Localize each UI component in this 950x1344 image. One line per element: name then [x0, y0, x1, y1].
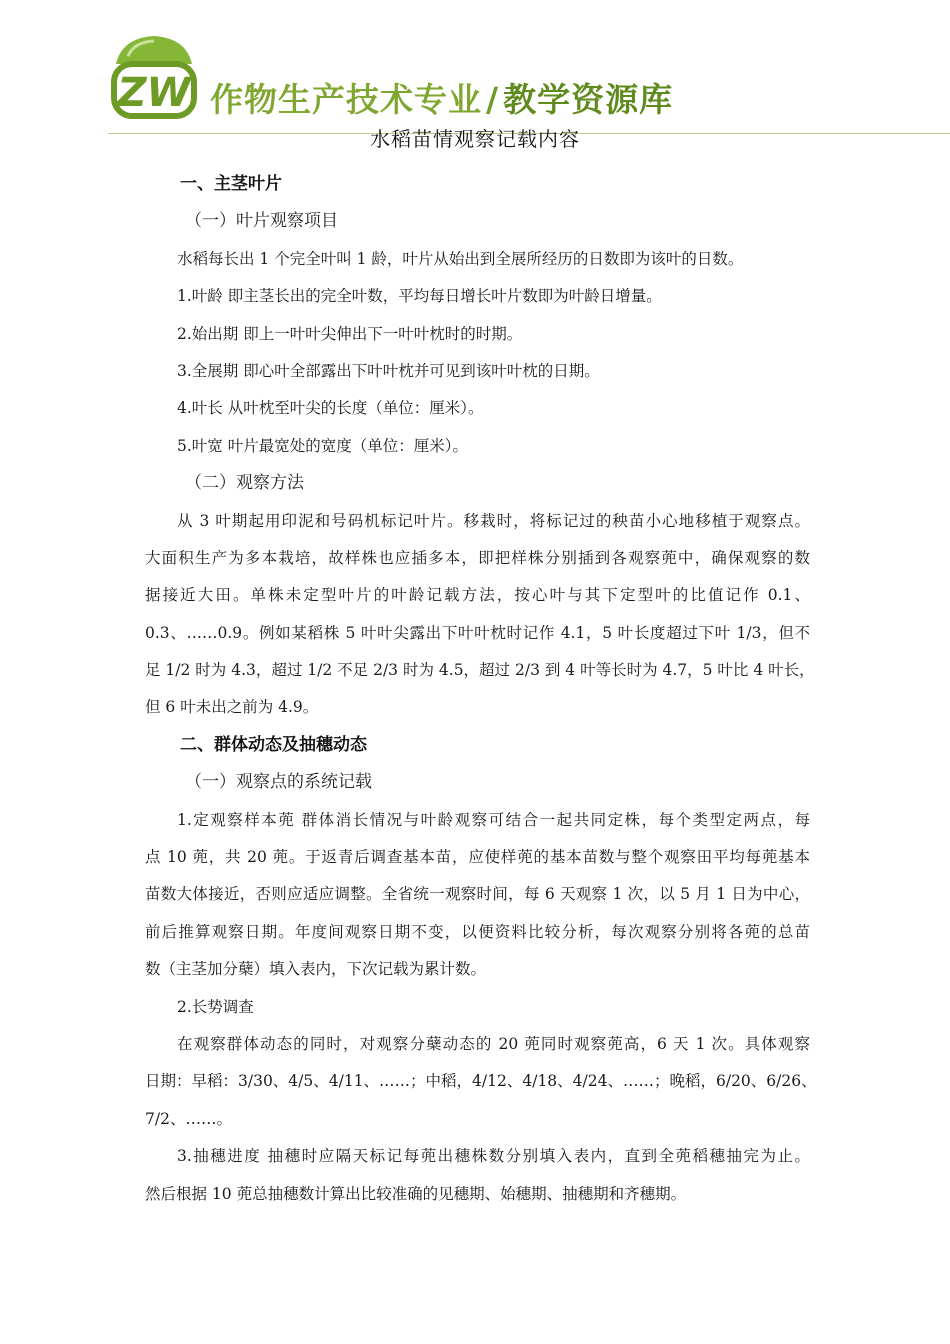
growth-paragraph-line: 在观察群体动态的同时，对观察分蘖动态的 20 蔸同时观察蔸高，6 天 1 次。具体观察	[177, 1034, 810, 1053]
section-1-heading: 一、主茎叶片	[180, 174, 282, 194]
brand-banner	[210, 74, 673, 118]
sample-paragraph-line: 前后推算观察日期。年度间观察日期不变，以便资料比较分析，每次观察分别将各蔸的总苗	[145, 922, 810, 941]
brand-major-name: 作物生产技术专业	[210, 80, 482, 119]
method-paragraph-line: 但 6 叶未出之前为 4.9。	[145, 698, 319, 717]
leaf-item: 1.叶龄 即主茎长出的完全叶数，平均每日增长叶片数即为叶龄日增量。	[177, 287, 662, 306]
method-paragraph-line: 据接近大田。单株未定型叶片的叶龄记载方法，按心叶与其下定型叶的比值记作 0.1、	[145, 586, 810, 605]
brand-library-name: 教学资源库	[503, 80, 674, 119]
sample-paragraph-line: 点 10 蔸，共 20 蔸。于返青后调查基本苗，应使样蔸的基本苗数与整个观察田平均每蔸基本	[145, 848, 810, 867]
sample-paragraph-line: 苗数大体接近，否则应适应调整。全省统一观察时间，每 6 天观察 1 次，以 5 月 1 日为中心，	[145, 885, 810, 904]
method-paragraph-line: 从 3 叶期起用印泥和号码机标记叶片。移栽时，将标记过的秧苗小心地移植于观察点。	[177, 511, 810, 530]
section-1-intro: 水稻每长出 1 个完全叶叫 1 龄，叶片从始出到全展所经历的日数即为该叶的日数。	[177, 249, 744, 268]
section-1-sub-2-heading: （二）观察方法	[185, 473, 304, 494]
heading-progress-line: 3.抽穗进度 抽穗时应隔天标记每蔸出穗株数分别填入表内，直到全蔸稻穗抽完为止。	[177, 1147, 810, 1166]
method-paragraph-line: 0.3、……0.9。例如某稻株 5 叶叶尖露出下叶叶枕时记作 4.1，5 叶长度超过下叶 1/3，但不	[145, 623, 810, 642]
method-paragraph-line: 大面积生产为多本栽培，故样株也应插多本，即把样株分别插到各观察蔸中，确保观察的数	[145, 548, 810, 567]
growth-survey-heading: 2.长势调查	[177, 997, 254, 1016]
section-2-heading: 二、群体动态及抽穗动态	[180, 734, 367, 755]
document-title: 水稻苗情观察记载内容	[370, 127, 580, 151]
sample-paragraph-line: 数（主茎加分蘖）填入表内，下次记载为累计数。	[145, 960, 487, 979]
brand-separator: /	[486, 80, 500, 119]
section-1-sub-1-heading: （一）叶片观察项目	[185, 211, 338, 232]
zw-logo	[108, 34, 200, 120]
document-body	[145, 166, 817, 1213]
method-paragraph-line: 足 1/2 时为 4.3，超过 1/2 不足 2/3 时为 4.5，超过 2/3 到 4 叶等长时为 4.7，5 叶比 4 叶长，	[145, 661, 815, 680]
leaf-item: 5.叶宽 叶片最宽处的宽度（单位：厘米）。	[177, 436, 468, 455]
growth-paragraph-line: 7/2、……。	[145, 1109, 232, 1128]
leaf-item: 2.始出期 即上一叶叶尖伸出下一叶叶枕时的时期。	[177, 324, 523, 343]
sample-paragraph-line: 1.定观察样本蔸 群体消长情况与叶龄观察可结合一起共同定株，每个类型定两点，每	[177, 810, 810, 829]
logo-lettering: ZW	[117, 70, 191, 116]
growth-paragraph-line: 日期：早稻：3/30、4/5、4/11、……；中稻，4/12、4/18、4/24、……；晚稻，6/20、6/26、	[145, 1072, 817, 1091]
heading-progress-line: 然后根据 10 蔸总抽穗数计算出比较准确的见穗期、始穗期、抽穗期和齐穗期。	[145, 1184, 687, 1203]
section-2-sub-1-heading: （一）观察点的系统记载	[185, 772, 372, 793]
leaf-item: 4.叶长 从叶枕至叶尖的长度（单位：厘米）。	[177, 399, 484, 418]
leaf-item: 3.全展期 即心叶全部露出下叶叶枕并可见到该叶叶枕的日期。	[177, 361, 600, 380]
